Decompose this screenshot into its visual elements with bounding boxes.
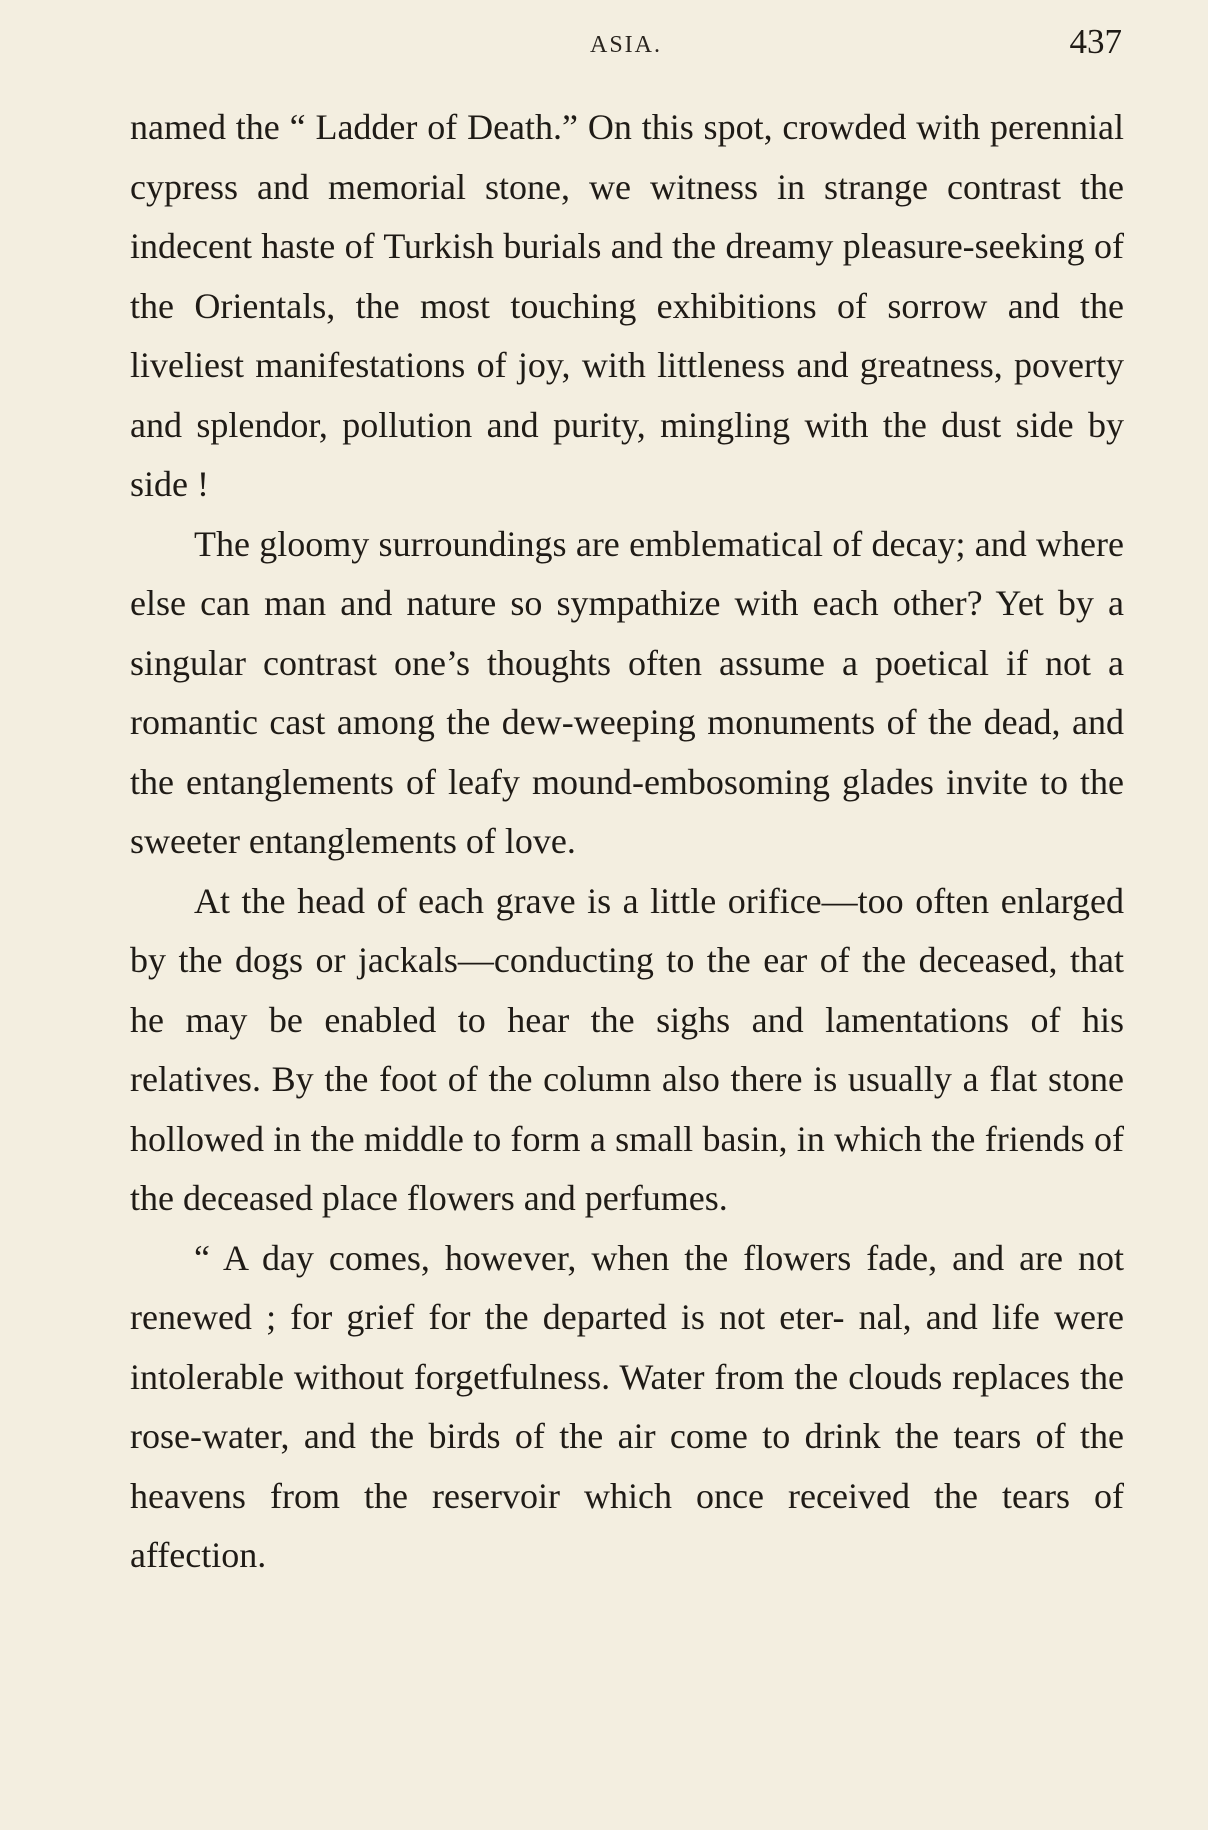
body-text xyxy=(130,98,1124,1586)
page-number: 437 xyxy=(1069,22,1122,61)
paragraph: The gloomy surroundings are emblematical of decay; and where else can man and nature so sympathize with each other? Yet by a singular contrast one’s thoughts often assume a poetical if not a romantic cast among the dew-weeping monuments of the dead, and the entanglements of leafy mound-embosoming glades invite to the sweeter entanglements of love. xyxy=(130,523,1124,861)
running-head-title: ASIA. xyxy=(590,32,663,58)
paragraph: At the head of each grave is a little orifice—too often enlarged by the dogs or jackals—conducting to the ear of the deceased, that he may be enabled to hear the sighs and lamentations of his relatives. By the foot of the column also there is usually a flat stone hollowed in the middle to form a small basin, in which the friends of the deceased place flowers and perfumes. xyxy=(130,880,1124,1218)
paragraph-quotation: “ A day comes, however, when the flowers fade, and are not renewed ; for grief for the departed is not eter- nal, and life were intolerable without forgetfulness. Water from the clouds replaces the rose-water, and the birds of the air come to drink the tears of the heavens from the reservoir which once received the tears of affection. xyxy=(130,1237,1124,1575)
paragraph-continued: named the “ Ladder of Death.” On this spot, crowded with perennial cypress and memorial stone, we witness in strange contrast the indecent haste of Turkish burials and the dreamy pleasure-seeking of the Orientals, the most touching exhibitions of sorrow and the liveliest manifestations of joy, with littleness and greatness, poverty and splendor, pollution and purity, mingling with the dust side by side ! xyxy=(130,107,1124,504)
running-head xyxy=(0,22,1208,72)
